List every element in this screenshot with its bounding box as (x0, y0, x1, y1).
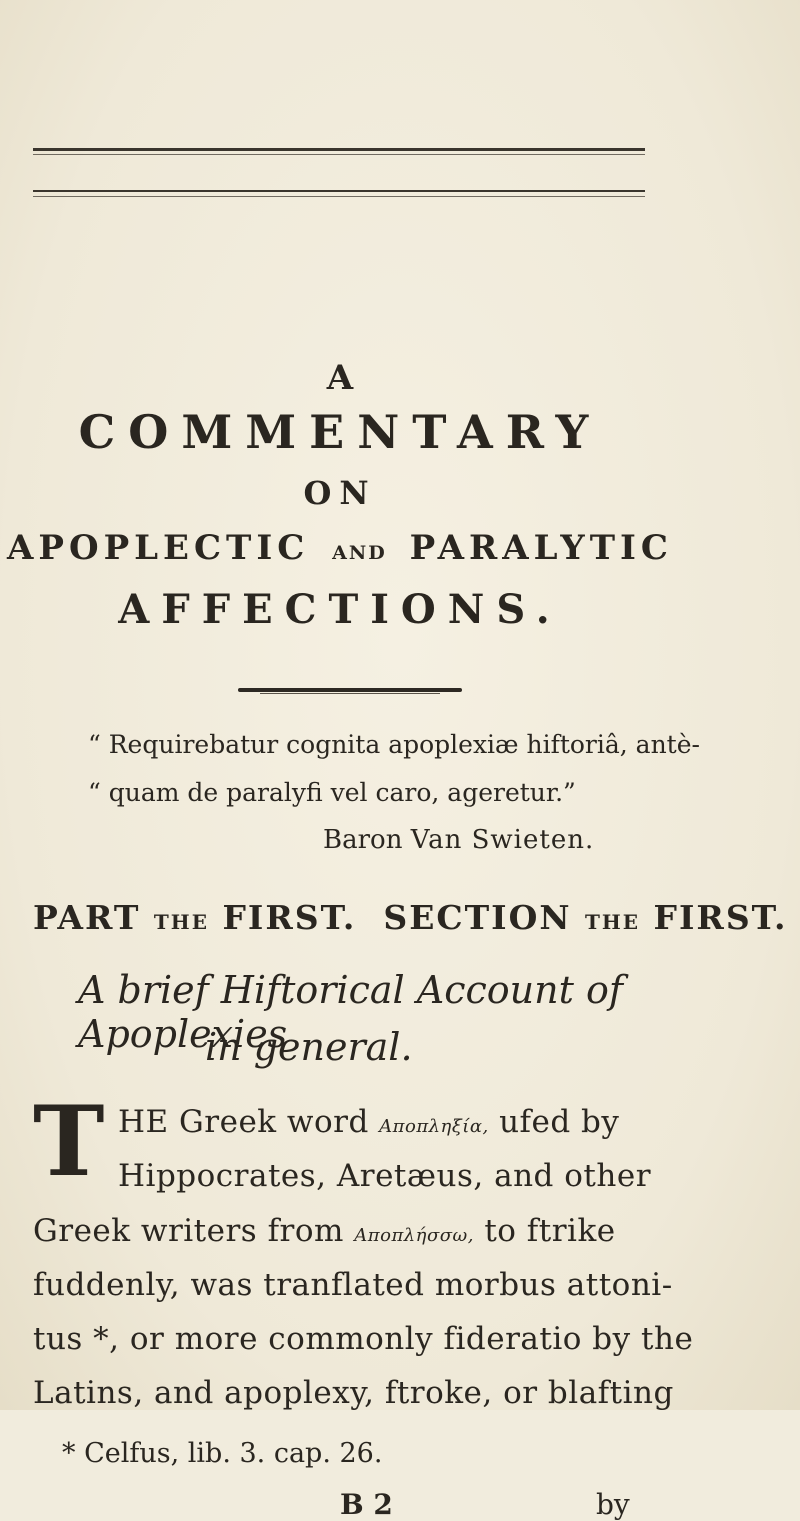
greek-word-1: Αποπληξία, (379, 1116, 489, 1137)
top-rule-thin (33, 154, 645, 155)
section-first: FIRST. (653, 898, 788, 937)
body-line-2: Hippocrates, Aretæus, and other (118, 1158, 652, 1194)
attribution-name: Van Swieten. (410, 825, 595, 855)
subtitle-left: APOPLECTIC (7, 528, 310, 568)
attribution-prefix: Baron (323, 825, 403, 855)
second-rule-thin (33, 196, 645, 197)
part-the: THE (153, 910, 209, 934)
body-line-1-start: HE Greek word (118, 1104, 369, 1140)
body-line-6: Latins, and apoplexy, ftroke, or blafting (33, 1375, 674, 1411)
main-title: COMMENTARY (78, 405, 602, 459)
subtitle-and: AND (332, 542, 387, 564)
epigraph-line-1: “ Requirebatur cognita apoplexiæ hiftoriâ, antè- (88, 730, 700, 759)
ornamental-divider (238, 688, 462, 692)
body-line-3-end: to ftrike (484, 1213, 616, 1249)
ornamental-divider-thin (260, 693, 440, 694)
part-section-heading (33, 898, 787, 937)
subtitle-right: PARALYTIC (409, 528, 673, 568)
greek-word-2: Αποπλήσσω, (354, 1225, 474, 1246)
chapter-heading-line-2: in general. (205, 1025, 413, 1069)
catchword: by (596, 1488, 630, 1521)
top-rule (33, 148, 645, 151)
title-article: A (326, 358, 354, 398)
title-affections: AFFECTIONS. (118, 586, 562, 633)
second-rule (33, 190, 645, 192)
part-first: FIRST. (222, 898, 357, 937)
epigraph-attribution (323, 825, 594, 855)
section-label: SECTION (383, 898, 572, 937)
chapter-heading-line-1: A brief Hiftorical Account of Apoplexies (78, 968, 623, 1056)
body-line-4: fuddenly, was tranflated morbus attoni- (33, 1267, 673, 1303)
body-line-5: tus *, or more commonly fideratio by the (33, 1321, 694, 1357)
title-on: ON (303, 474, 377, 512)
subtitle (0, 528, 680, 568)
body-line-1 (118, 1104, 619, 1140)
epigraph-line-2: “ quam de paralyfi vel caro, ageretur.” (88, 778, 576, 807)
part-label: PART (33, 898, 141, 937)
body-line-1-end: ufed by (499, 1104, 620, 1140)
drop-cap: T (33, 1085, 105, 1198)
body-line-3-start: Greek writers from (33, 1213, 344, 1249)
signature-mark: B 2 (340, 1488, 393, 1521)
section-the: THE (585, 910, 641, 934)
body-line-3 (33, 1213, 616, 1249)
footnote: * Celfus, lib. 3. cap. 26. (62, 1438, 383, 1469)
